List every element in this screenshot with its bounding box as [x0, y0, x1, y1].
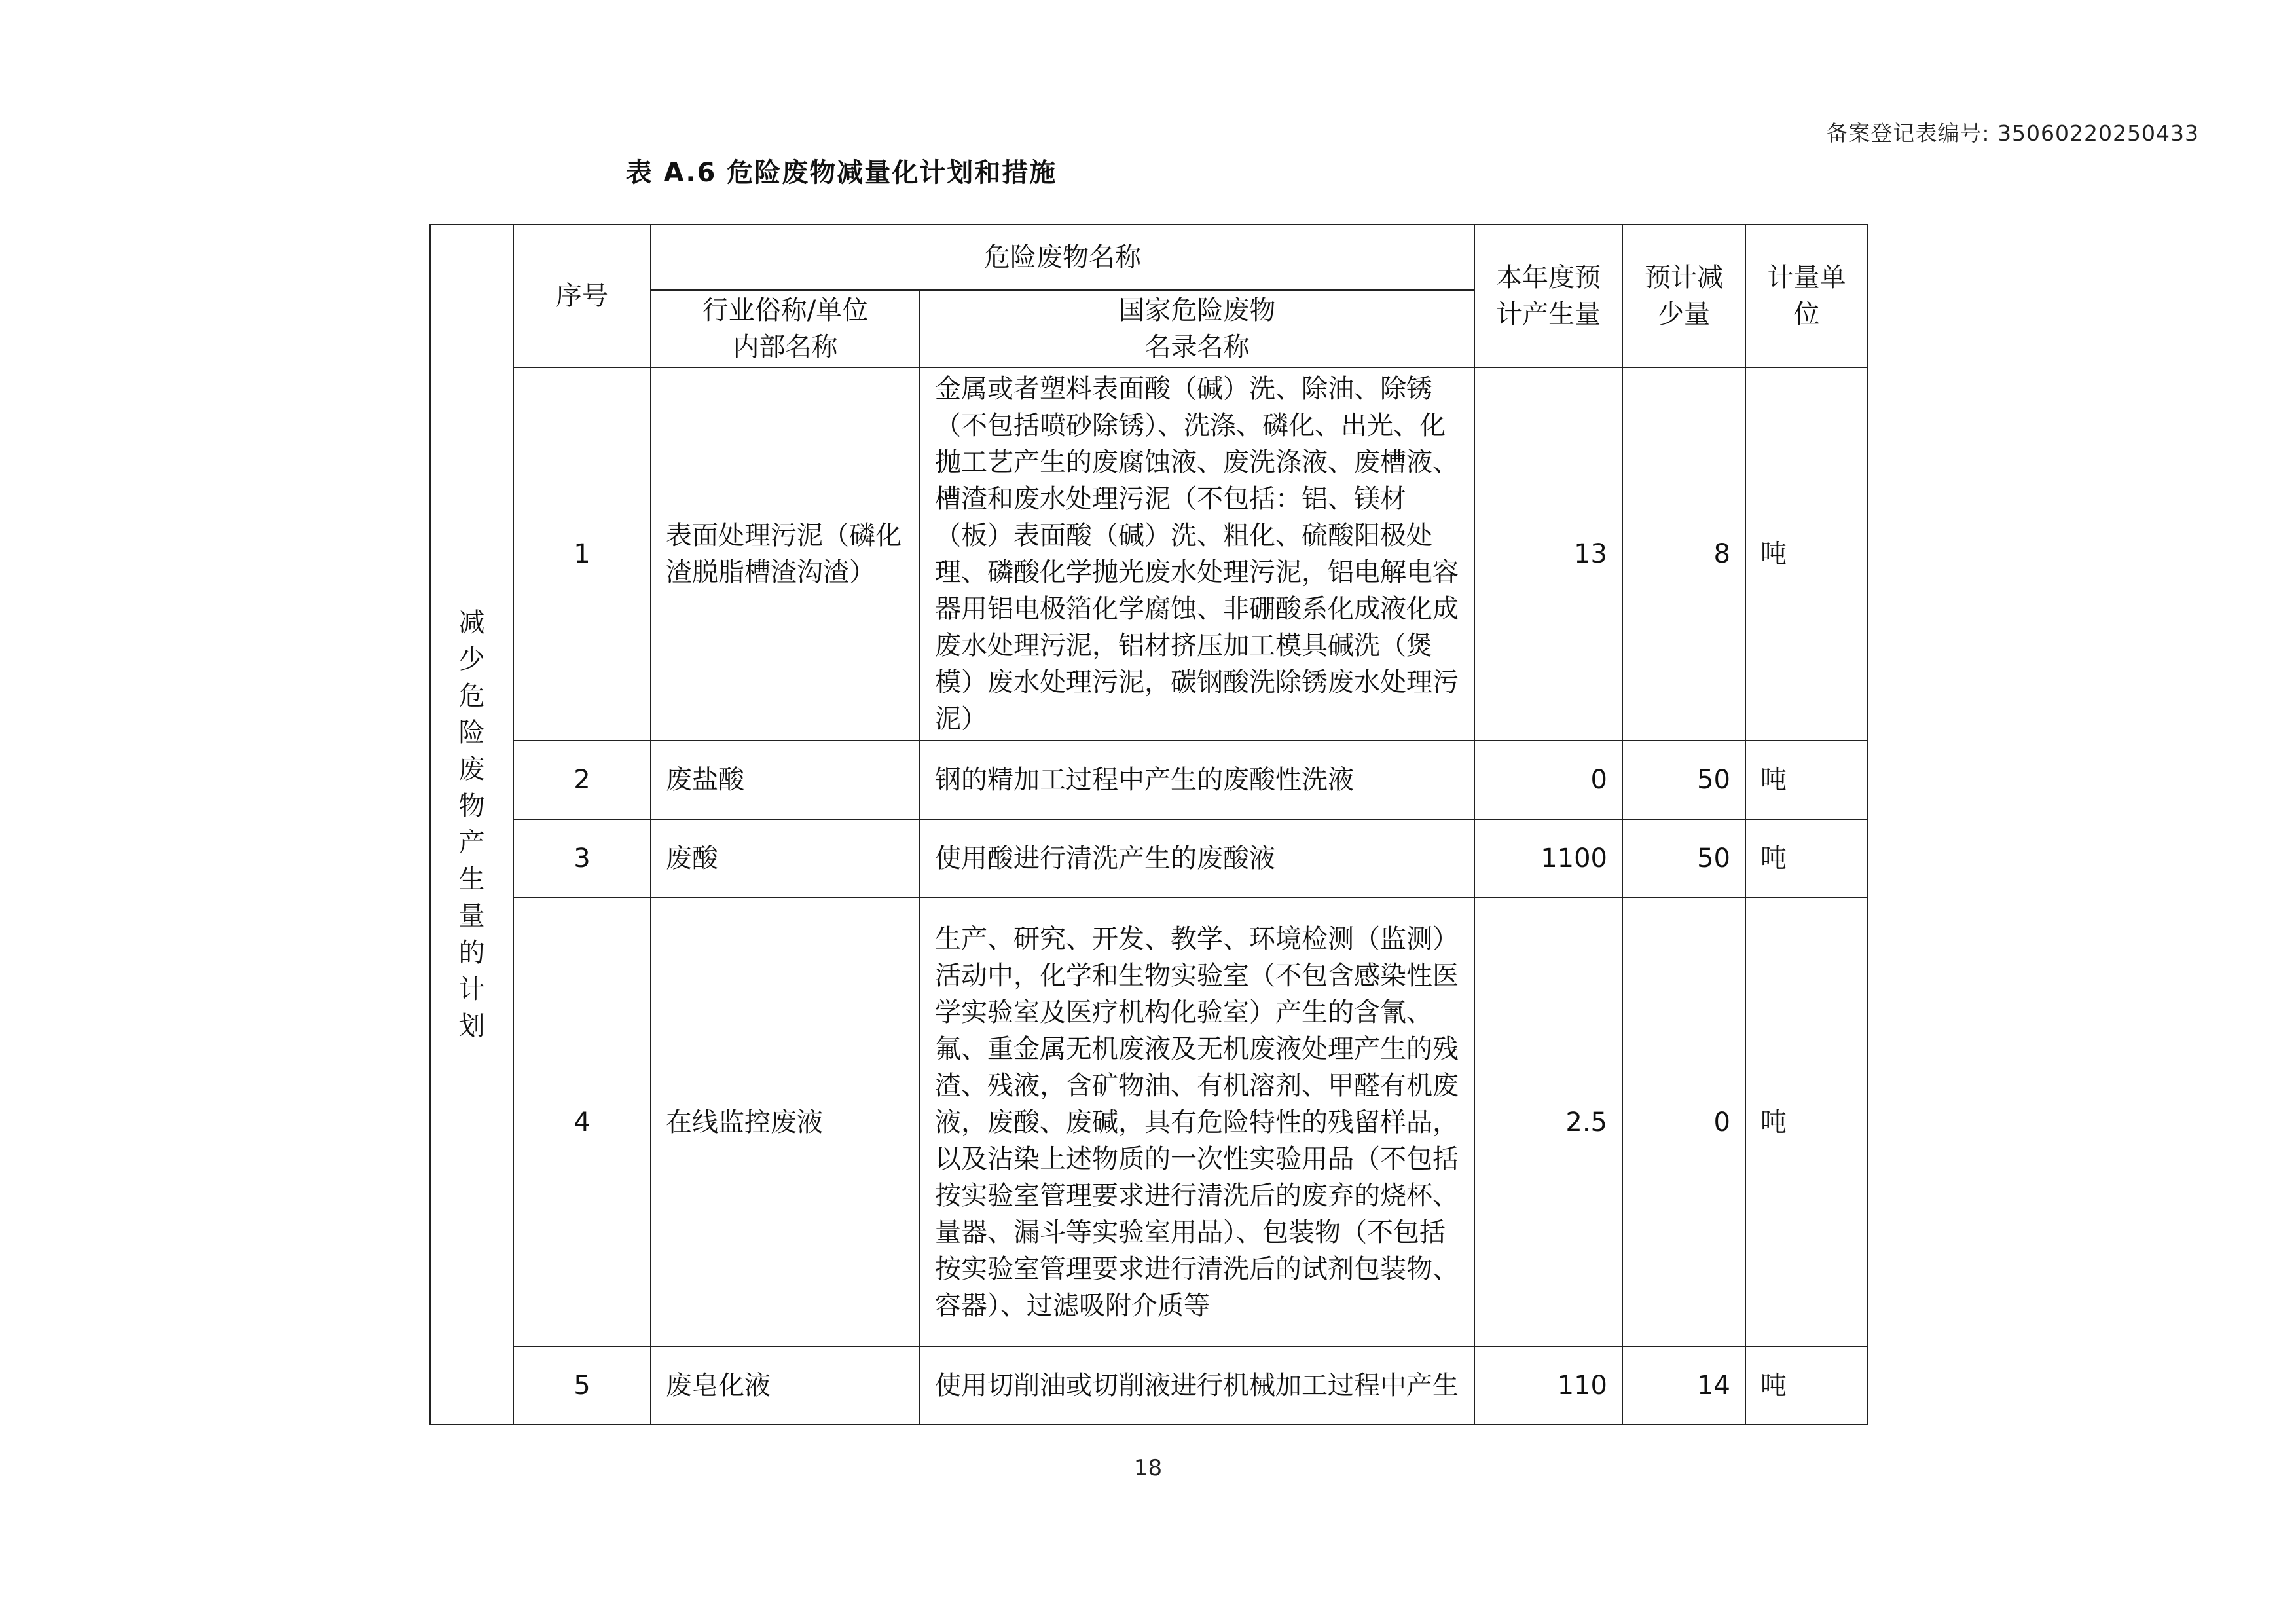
side-label-char: 量	[458, 901, 485, 931]
row-reduction: 14	[1622, 1346, 1745, 1424]
table-title: 表 A.6 危险废物减量化计划和措施	[625, 158, 1057, 188]
row-catalog-name: 使用切削油或切削液进行机械加工过程中产生	[920, 1346, 1474, 1424]
row-reduction: 50	[1622, 741, 1745, 819]
row-catalog-name: 金属或者塑料表面酸（碱）洗、除油、除锈（不包括喷砂除锈）、洗涤、磷化、出光、化抛工艺产生的废腐蚀液、废洗涤液、废槽液、槽渣和废水处理污泥（不包括：铝、镁材（板）表面酸（碱）洗、粗化、硫酸阳极处理、磷酸化学抛光废水处理污泥，铝电解电容器用铝电极箔化学腐蚀、非硼酸系化成液化成废水处理污泥，铝材挤压加工模具碱洗（煲模）废水处理污泥，碳钢酸洗除锈废水处理污泥）	[920, 367, 1474, 741]
side-label-char: 计	[458, 974, 485, 1005]
side-label	[430, 225, 513, 1424]
registration-number	[1826, 117, 2199, 147]
row-unit: 吨	[1745, 819, 1868, 898]
row-industry-name: 废皂化液	[651, 1346, 920, 1424]
row-annual: 110	[1474, 1346, 1622, 1424]
table-row	[430, 741, 1868, 819]
row-reduction: 50	[1622, 819, 1745, 898]
row-seq: 5	[513, 1346, 651, 1424]
row-seq: 3	[513, 819, 651, 898]
row-industry-name: 在线监控废液	[651, 898, 920, 1346]
row-industry-name: 表面处理污泥（磷化渣脱脂槽渣沟渣）	[651, 367, 920, 741]
row-industry-name: 废酸	[651, 819, 920, 898]
row-catalog-name: 使用酸进行清洗产生的废酸液	[920, 819, 1474, 898]
table-row	[430, 819, 1868, 898]
table-row	[430, 1346, 1868, 1424]
row-catalog-name: 钢的精加工过程中产生的废酸性洗液	[920, 741, 1474, 819]
row-annual: 13	[1474, 367, 1622, 741]
row-annual: 1100	[1474, 819, 1622, 898]
row-catalog-name: 生产、研究、开发、教学、环境检测（监测）活动中，化学和生物实验室（不包含感染性医学实验室及医疗机构化验室）产生的含氰、氟、重金属无机废液及无机废液处理产生的残渣、残液，含矿物油、有机溶剂、甲醛有机废液，废酸、废碱，具有危险特性的残留样品，以及沾染上述物质的一次性实验用品（不包括按实验室管理要求进行清洗后的废弃的烧杯、量器、漏斗等实验室用品）、包装物（不包括按实验室管理要求进行清洗后的试剂包装物、容器）、过滤吸附介质等	[920, 898, 1474, 1346]
registration-label: 备案登记表编号:	[1826, 120, 1990, 146]
table-row	[430, 367, 1868, 741]
header-catalog-name-line2: 名录名称	[1144, 332, 1250, 362]
row-annual: 2.5	[1474, 898, 1622, 1346]
row-unit: 吨	[1745, 898, 1868, 1346]
table-row	[430, 898, 1868, 1346]
side-label-char: 物	[458, 791, 485, 821]
side-label-char: 减	[458, 608, 485, 638]
header-seq: 序号	[513, 225, 651, 367]
row-seq: 1	[513, 367, 651, 741]
row-seq: 2	[513, 741, 651, 819]
row-unit: 吨	[1745, 741, 1868, 819]
side-label-char: 危	[458, 681, 485, 711]
header-industry-name-line2: 内部名称	[733, 332, 838, 362]
row-reduction: 0	[1622, 898, 1745, 1346]
header-catalog-name-line1: 国家危险废物	[1118, 295, 1276, 325]
side-label-char: 险	[458, 718, 485, 748]
header-waste-name-group: 危险废物名称	[651, 225, 1474, 290]
page-number: 18	[1133, 1455, 1163, 1481]
row-unit: 吨	[1745, 1346, 1868, 1424]
header-unit: 计量单位	[1745, 225, 1868, 367]
header-annual-estimate: 本年度预计产生量	[1474, 225, 1622, 367]
row-seq: 4	[513, 898, 651, 1346]
header-reduction-estimate: 预计减少量	[1622, 225, 1745, 367]
side-label-char: 产	[458, 828, 485, 858]
row-reduction: 8	[1622, 367, 1745, 741]
row-industry-name: 废盐酸	[651, 741, 920, 819]
side-label-char: 的	[458, 938, 485, 968]
header-catalog-name	[920, 290, 1474, 367]
side-label-char: 生	[458, 864, 485, 895]
header-industry-name	[651, 290, 920, 367]
row-unit: 吨	[1745, 367, 1868, 741]
side-label-char: 废	[458, 754, 485, 784]
row-annual: 0	[1474, 741, 1622, 819]
side-label-char: 少	[458, 644, 485, 674]
header-industry-name-line1: 行业俗称/单位	[702, 295, 869, 325]
side-label-char: 划	[458, 1011, 485, 1041]
side-label-text	[445, 604, 498, 1044]
registration-value: 35060220250433	[1997, 120, 2199, 146]
hazardous-waste-reduction-table	[429, 224, 1868, 1425]
